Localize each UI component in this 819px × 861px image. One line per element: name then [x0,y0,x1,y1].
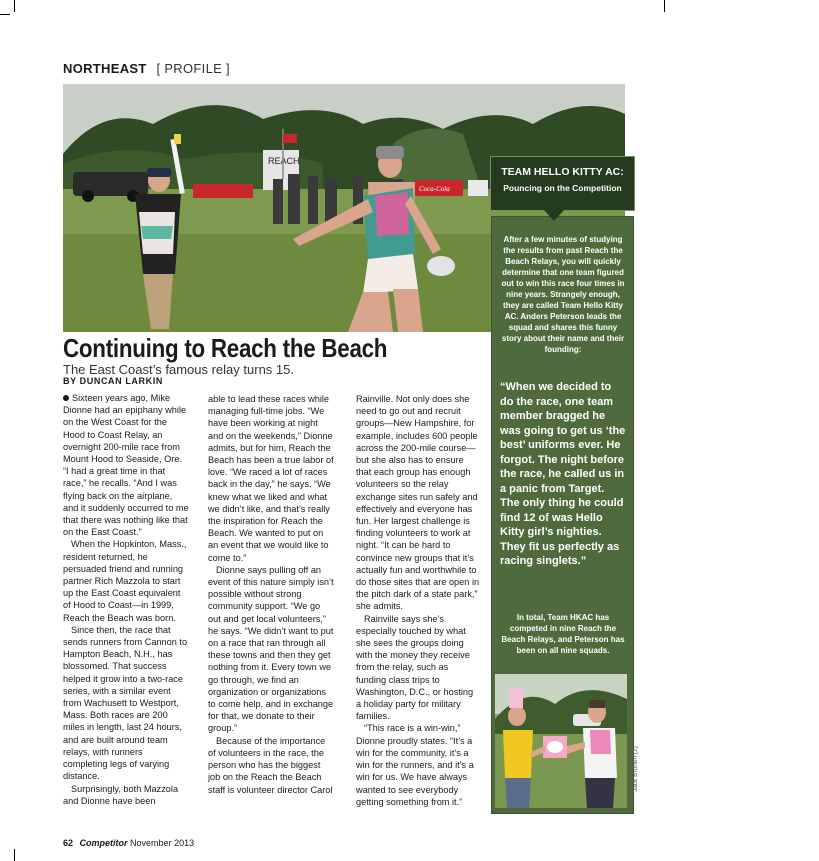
article-column-3 [356,393,480,808]
paragraph: able to lead these races while managing full-time jobs. “We have been working at night and on the weekends,” Dionne admits, but for him, Reach the Beach has been a true labor of love. “We raced a lot of races back in the day,” he says. “We knew what we liked and what we didn’t like, and that’s really the inspiration for Reach the Beach. We wanted to put on an event that we would like to come to.” [208,394,334,563]
deck: The East Coast’s famous relay turns 15. [63,362,294,377]
sidebar-title: TEAM HELLO KITTY AC: [501,166,624,178]
sidebar-photo [495,674,627,808]
issue-date: November 2013 [130,838,195,848]
paragraph-text: Sixteen years ago, Mike Dionne had an epiphany while on the West Coast for the Hood to Coast Relay, an overnight 200-mile race from Mount Hood to Seaside, Ore. “I had a great time in that race,” he recalls. “And I was flying back on the airplane, and it suddenly occurred to me that there was nothing like that on the East Coast.” [63,393,189,538]
article-column-2 [208,393,334,796]
magazine-name: Competitor [79,838,128,848]
sidebar-subtitle: Pouncing on the Competition [503,183,622,193]
paragraph: When the Hopkinton, Mass., resident returned, he persuaded friend and running partner Rich Mazzola to start up the East Coast equivalent of Hood to Coast—in 1999, Reach the Beach was born. [63,539,187,623]
sidebar-quote: “When we decided to do the race, one team member bragged he was going to get us ‘the best’ uniforms ever. He forgot. The night before the race, he called us in a panic from Target. The only thing he could find 12 of was Hello Kitty girl’s nighties. They fit us perfectly as racing singlets.” [500,381,626,567]
paragraph [63,392,189,538]
section-name: NORTHEAST [63,61,147,76]
sponsor-text: Coca-Cola [419,185,450,193]
crop-mark [0,14,10,15]
paragraph: Since then, the race that sends runners from Cannon to Hampton Beach, N.H., has blossomed. That success helped it grow into a two-race series, with a similar event from Wachusett to Westport, Mass. Both races are 200 miles in length, last 24 hours, and are built around team relays, with runners completing legs of varying distance. [63,624,188,782]
crop-mark [14,0,15,12]
article-column-1 [63,392,189,807]
sidebar-title-box [490,156,635,211]
banner-text: REACH [268,156,300,166]
headline: Continuing to Reach the Beach [63,333,388,363]
sidebar-intro: After a few minutes of studying the results from past Reach the Beach Relays, you will quickly determine that one team figured out to win this race four times in nine years. Strangely enough, they are called Team Hello Kitty AC. Anders Peterson leads the squad and shares this funny story about their name and their founding: [501,235,625,354]
paragraph: Dionne says pulling off an event of this nature simply isn’t possible without strong community support. “We go out and get local volunteers,” he says. “We didn’t want to put on a race that ran through all these towns and then they get nothing from it. Every town we go through, we find an organization or organizations to come help, and in exchange for that, we donate to their group.” [208,564,334,734]
bullet-icon [63,395,69,401]
sidebar-outro: In total, Team HKAC has competed in nine Reach the Beach Relays, and Peterson has been on all nine squads. [501,613,625,655]
section-header [63,61,230,76]
paragraph: “This race is a win-win,” Dionne proudly states. “It’s a win for the community, it’s a win for the runners, and it’s a win for us. We have always wanted to see everybody getting something from it.” [356,723,474,807]
paragraph: Rainville says she’s especially touched by what she sees the groups doing with the money they receive from the relay, such as funding class trips to Washington, D.C., or hosting a holiday party for military families. [356,613,474,722]
paragraph: Because of the importance of volunteers in the race, the person who has the biggest job on the Reach the Beach staff is volunteer director Carol [208,735,333,795]
crop-mark [14,849,15,861]
byline: BY DUNCAN LARKIN [63,376,163,386]
section-label: [ PROFILE ] [156,61,230,76]
paragraph: Rainville. Not only does she need to go out and recruit groups—New Hampshire, for example, includes 600 people across the 200-mile course—but she also has to ensure that each group has enough volunteers so the relay exchange sites run safely and effectively and everyone has fun. Her largest challenge is finding volunteers to work at night. “It can be hard to convince new groups that it’s actually fun and worthwhile to do those sites that are open in the pitch dark of a state park,” she admits. [356,394,480,612]
page-number: 62 [63,838,74,848]
crop-mark [664,0,665,12]
photo-credit: Jack Brunen (2) [632,746,639,792]
paragraph: Surprisingly, both Mazzola and Dionne have been [63,783,179,806]
page-footer [63,838,194,848]
sidebar-notch [543,209,565,221]
